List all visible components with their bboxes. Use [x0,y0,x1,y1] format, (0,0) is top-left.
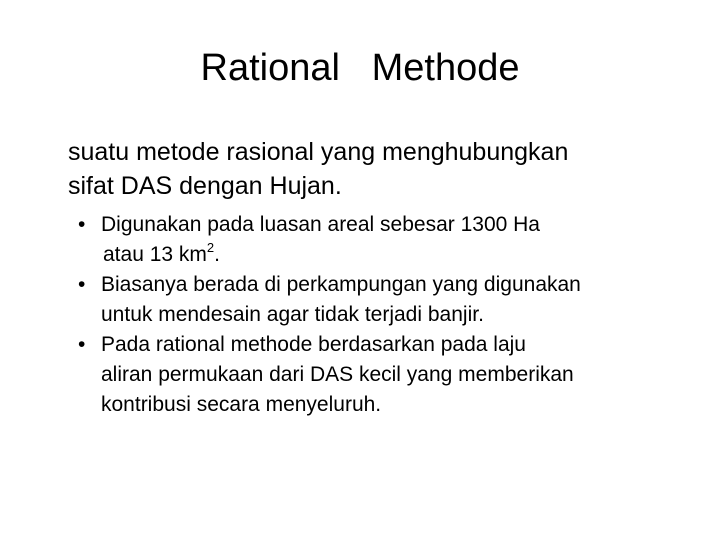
bullet-text-line [101,240,698,270]
bullet-item [78,210,698,270]
intro-line: suatu metode rasional yang menghubungkan [68,138,569,166]
bullet-icon: • [78,213,86,236]
bullet-list [78,210,698,420]
superscript: 2 [206,240,215,255]
intro-paragraph [68,135,688,203]
bullet-text-line: untuk mendesain agar tidak terjadi banjir. [101,303,484,326]
bullet-item [78,270,698,330]
bullet-icon: • [78,273,86,296]
bullet-item [78,330,698,420]
slide-title: Rational Methode [200,47,520,89]
bullet-text-line: Digunakan pada luasan areal sebesar 1300 Ha [101,213,540,236]
bullet-text-line: Biasanya berada di perkampungan yang digunakan [101,273,581,296]
intro-line: sifat DAS dengan Hujan. [68,172,342,200]
bullet-icon: • [78,333,86,356]
bullet-text-line: aliran permukaan dari DAS kecil yang memberikan [101,363,574,386]
bullet-text-fragment: atau 13 km [103,243,207,266]
bullet-text-line: kontribusi secara menyeluruh. [101,393,382,416]
bullet-text-line: Pada rational methode berdasarkan pada laju [101,333,526,356]
bullet-text-fragment: . [214,243,220,266]
